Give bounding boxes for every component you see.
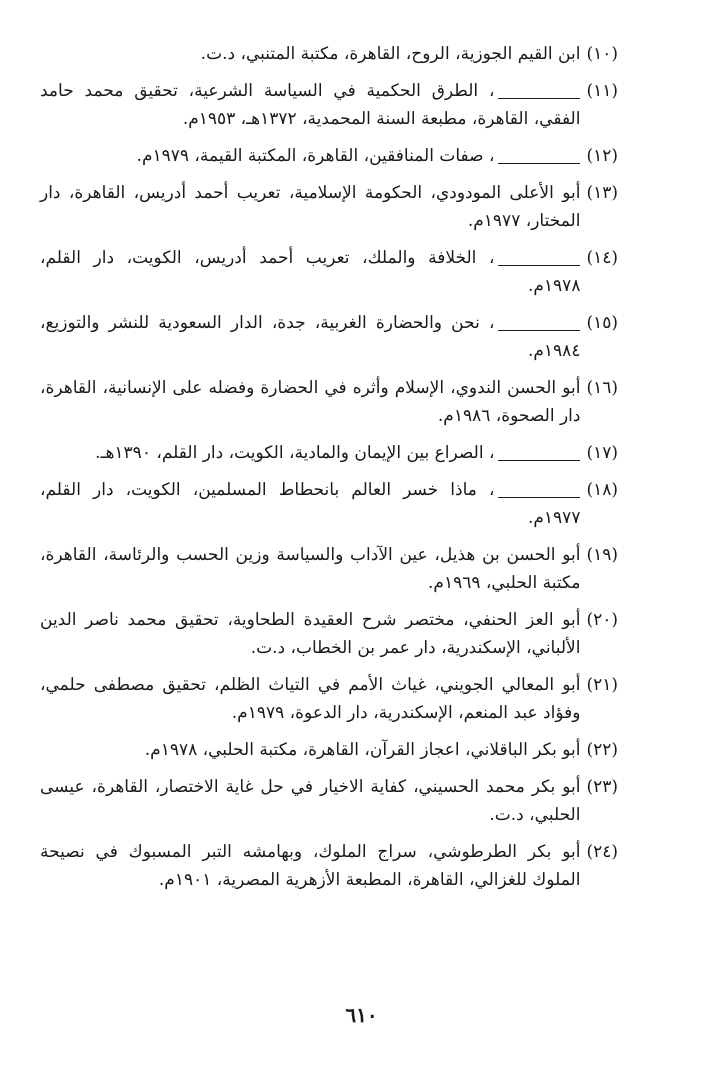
bibliography-entry (40, 244, 618, 300)
entry-body (40, 142, 580, 170)
entry-number: (٢٤) (586, 842, 618, 862)
entry-text: أبو بكر محمد الحسيني، كفاية الاخيار في حل غاية الاختصار، القاهرة، عيسى الحلبي، د.ت. (40, 777, 581, 825)
bibliography-entry (40, 736, 618, 764)
bibliography-entry (40, 541, 618, 597)
bibliography-entry (40, 374, 618, 430)
entry-text: أبو العز الحنفي، مختصر شرح العقيدة الطحاوية، تحقيق محمد ناصر الدين الألباني، الإسكندرية، دار عمر بن الخطاب، د.ت. (40, 610, 581, 658)
entry-text: أبو بكر الباقلاني، اعجاز القرآن، القاهرة، مكتبة الحلبي، ١٩٧٨م. (144, 740, 581, 760)
entry-text: أبو الحسن بن هذيل، عين الآداب والسياسة وزين الحسب والرئاسة، القاهرة، مكتبة الحلبي، ١٩٦٩م. (40, 545, 581, 593)
entry-number: (٢٣) (586, 777, 618, 797)
page-number: ٦١٠ (345, 1003, 378, 1027)
entry-number: (١٣) (586, 183, 618, 203)
bibliography-entry (40, 606, 618, 662)
entry-body (40, 77, 580, 133)
bibliography-entry (40, 671, 618, 727)
entry-number: (١٨) (586, 480, 618, 500)
entry-number: (١٠) (586, 44, 618, 64)
entry-text: أبو بكر الطرطوشي، سراج الملوك، وبهامشه التبر المسبوك في نصيحة الملوك للغزالي، القاهرة، المطبعة الأزهرية المصرية، ١٩٠١م. (40, 842, 581, 890)
repeated-author-dash (498, 251, 580, 266)
bibliography-entry (40, 439, 618, 467)
entry-body (40, 476, 580, 532)
entry-number: (١٧) (586, 443, 618, 463)
repeated-author-dash (498, 84, 580, 99)
entry-text: ابن القيم الجوزية، الروح، القاهرة، مكتبة المتنبي، د.ت. (200, 44, 581, 64)
entry-text: ، الصراع بين الإيمان والمادية، الكويت، دار القلم، ١٣٩٠هـ. (95, 443, 495, 463)
entry-body (40, 439, 580, 467)
entry-number: (١١) (586, 81, 618, 101)
bibliography-entry (40, 77, 618, 133)
bibliography-entry (40, 142, 618, 170)
entry-text: أبو المعالي الجويني، غياث الأمم في التياث الظلم، تحقيق مصطفى حلمي، وفؤاد عبد المنعم، الإسكندرية، دار الدعوة، ١٩٧٩م. (40, 675, 581, 723)
bibliography-entry (40, 773, 618, 829)
bibliography-entry (40, 309, 618, 365)
repeated-author-dash (498, 483, 580, 498)
bibliography-page (40, 40, 618, 903)
entry-number: (١٩) (586, 545, 618, 565)
entry-text: أبو الأعلى المودودي، الحكومة الإسلامية، تعريب أحمد أدريس، القاهرة، دار المختار، ١٩٧٧م. (40, 183, 581, 231)
bibliography-entry (40, 838, 618, 894)
entry-number: (١٢) (586, 146, 618, 166)
entry-body (40, 309, 580, 365)
entry-number: (٢٠) (586, 610, 618, 630)
entry-text: ، نحن والحضارة الغربية، جدة، الدار السعودية للنشر والتوزيع، ١٩٨٤م. (40, 313, 581, 361)
entry-text: ، ماذا خسر العالم بانحطاط المسلمين، الكويت، دار القلم، ١٩٧٧م. (40, 480, 581, 528)
repeated-author-dash (498, 316, 580, 331)
entry-text: أبو الحسن الندوي، الإسلام وأثره في الحضارة وفضله على الإنسانية، القاهرة، دار الصحوة، ١٩٨٦م. (40, 378, 581, 426)
entry-number: (٢٢) (586, 740, 618, 760)
repeated-author-dash (498, 446, 580, 461)
entry-number: (١٥) (586, 313, 618, 333)
entry-number: (٢١) (586, 675, 618, 695)
entry-body (40, 244, 580, 300)
entry-number: (١٦) (586, 378, 618, 398)
repeated-author-dash (498, 149, 580, 164)
entry-number: (١٤) (586, 248, 618, 268)
bibliography-entry (40, 476, 618, 532)
bibliography-entry (40, 40, 618, 68)
bibliography-entry (40, 179, 618, 235)
entry-text: ، صفات المنافقين، القاهرة، المكتبة القيمة، ١٩٧٩م. (136, 146, 495, 166)
entry-text: ، الخلافة والملك، تعريب أحمد أدريس، الكويت، دار القلم، ١٩٧٨م. (40, 248, 581, 296)
entry-text: ، الطرق الحكمية في السياسة الشرعية، تحقيق محمد حامد الفقي، القاهرة، مطبعة السنة المحمدية، ١٣٧٢هـ، ١٩٥٣م. (40, 81, 581, 129)
